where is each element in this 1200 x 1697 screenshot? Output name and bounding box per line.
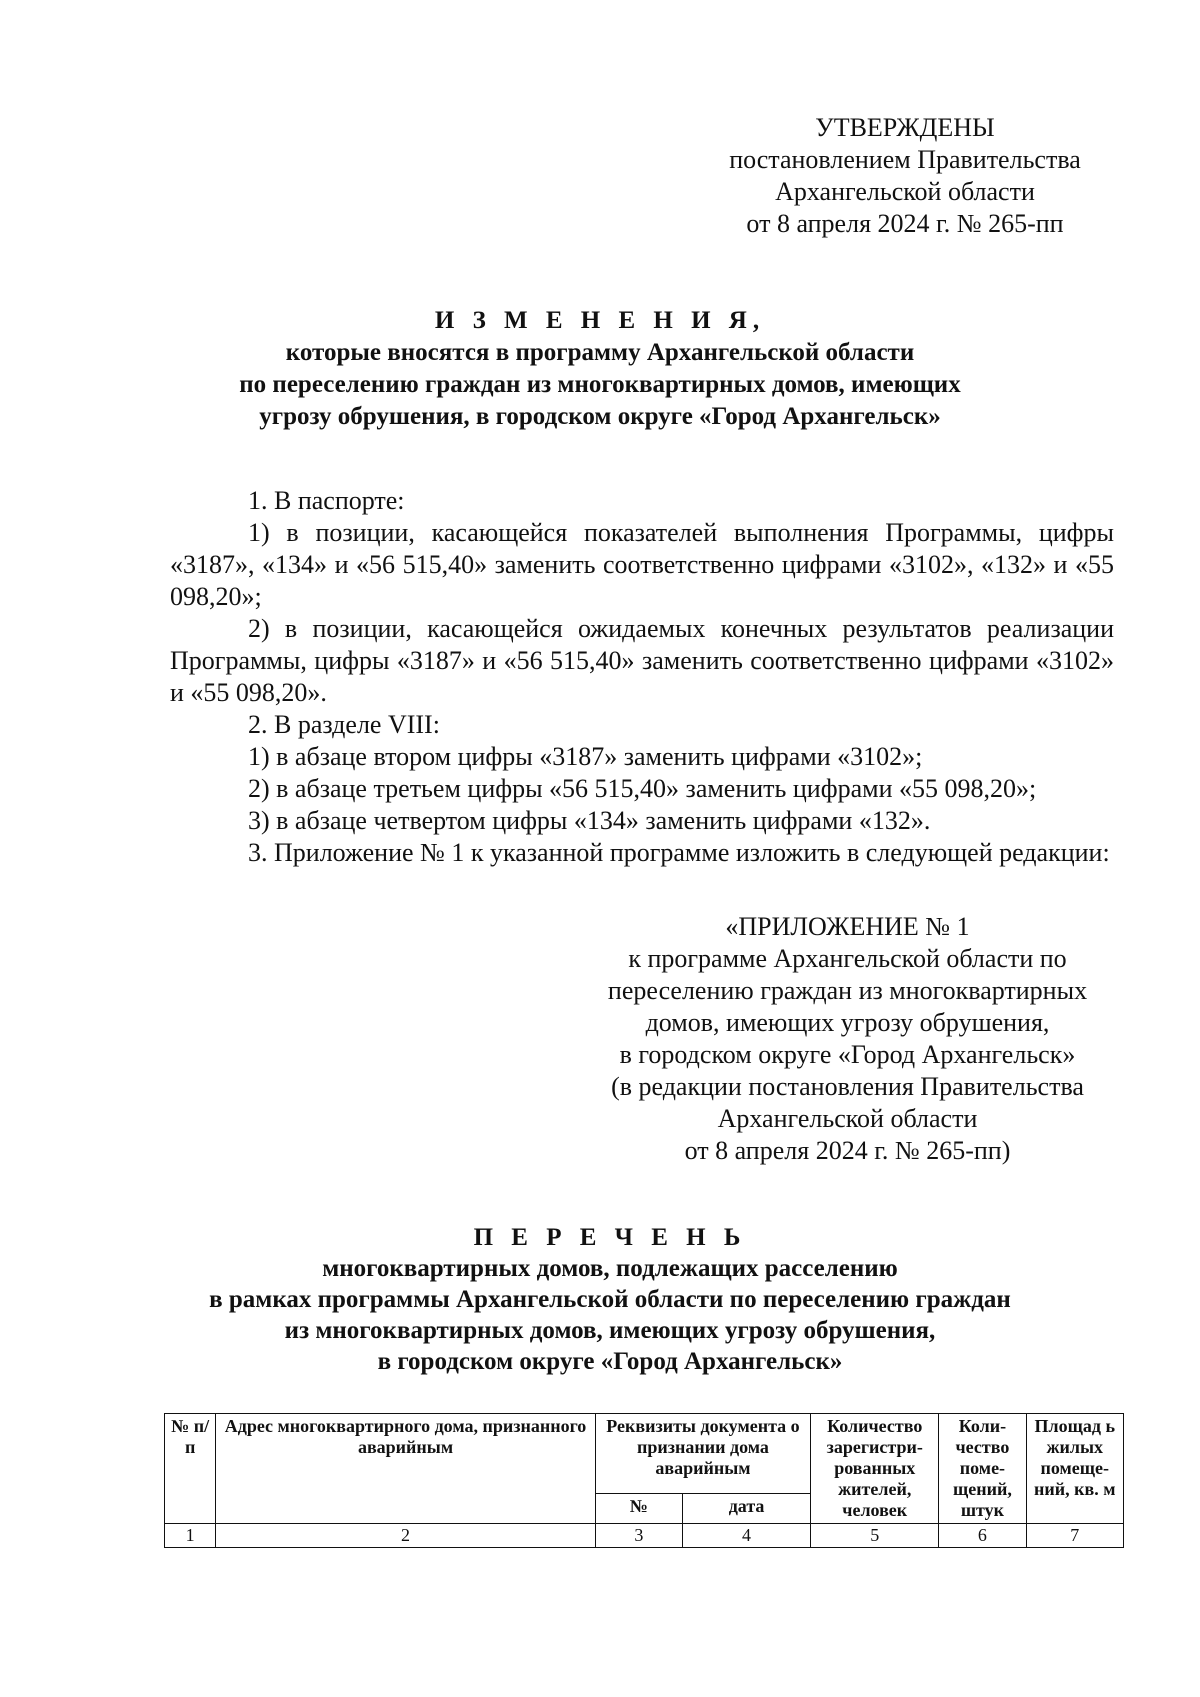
appendix-header <box>575 911 1120 1167</box>
approval-line-3: Архангельской области <box>775 177 1035 206</box>
list-title-line-3: из многоквартирных домов, имеющих угрозу обрушения, <box>284 1317 936 1344</box>
header-address: Адрес многоквартирного дома, признанного аварийным <box>216 1414 595 1524</box>
list-title-line-4: в городском округе «Город Архангельск» <box>377 1348 843 1375</box>
paragraph-4: 2. В разделе VIII: <box>248 710 440 739</box>
appendix-line-4: домов, имеющих угрозу обрушения, <box>645 1008 1050 1037</box>
header-req-date: дата <box>682 1493 810 1523</box>
list-heading: П Е Р Е Ч Е Н Ь <box>473 1224 747 1251</box>
appendix-line-1: «ПРИЛОЖЕНИЕ № 1 <box>725 912 970 941</box>
column-number-cell: 3 <box>595 1524 682 1548</box>
approval-stamp <box>690 112 1120 240</box>
appendix-line-7: Архангельской области <box>717 1104 978 1133</box>
table-row <box>165 1524 1124 1548</box>
appendix-line-2: к программе Архангельской области по <box>628 944 1067 973</box>
column-number-cell: 4 <box>682 1524 810 1548</box>
document-body <box>170 485 1114 869</box>
column-number-cell: 6 <box>939 1524 1026 1548</box>
column-number-cell: 1 <box>165 1524 216 1548</box>
paragraph-7: 3) в абзаце четвертом цифры «134» заменить цифрами «132». <box>248 806 931 835</box>
appendix-line-8: от 8 апреля 2024 г. № 265-пп) <box>684 1136 1011 1165</box>
appendix-line-6: (в редакции постановления Правительства <box>611 1072 1084 1101</box>
header-area: Площад ь жилых помеще-ний, кв. м <box>1026 1414 1123 1524</box>
paragraph-2: 1) в позиции, касающейся показателей выполнения Программы, цифры «3187», «134» и «56 515,40» заменить соответственно цифрами «3102», «132» и «55 098,20»; <box>170 518 1114 611</box>
header-req-num: № <box>595 1493 682 1523</box>
list-title <box>140 1222 1080 1377</box>
title-line-2: по переселению граждан из многоквартирных домов, имеющих <box>239 371 961 398</box>
paragraph-1: 1. В паспорте: <box>248 486 405 515</box>
list-title-line-2: в рамках программы Архангельской области по переселению граждан <box>209 1286 1011 1313</box>
approval-line-2: постановлением Правительства <box>729 145 1081 174</box>
column-number-cell: 7 <box>1026 1524 1123 1548</box>
document-title <box>160 305 1040 433</box>
approval-line-1: УТВЕРЖДЕНЫ <box>815 113 995 142</box>
approval-line-4: от 8 апреля 2024 г. № 265-пп <box>746 209 1064 238</box>
appendix-line-3: переселению граждан из многоквартирных <box>607 976 1088 1005</box>
paragraph-8: 3. Приложение № 1 к указанной программе изложить в следующей редакции: <box>248 838 1110 867</box>
paragraph-5: 1) в абзаце втором цифры «3187» заменить цифрами «3102»; <box>248 742 923 771</box>
column-number-cell: 5 <box>811 1524 939 1548</box>
title-line-3: угрозу обрушения, в городском округе «Город Архангельск» <box>259 403 941 430</box>
paragraph-3: 2) в позиции, касающейся ожидаемых конечных результатов реализации Программы, цифры «3187» и «56 515,40» заменить соответственно цифрами «3102» и «55 098,20». <box>170 614 1114 707</box>
header-requisites: Реквизиты документа о признании дома аварийным <box>595 1414 810 1494</box>
title-heading: И З М Е Н Е Н И Я, <box>434 307 766 334</box>
appendix-line-5: в городском округе «Город Архангельск» <box>619 1040 1076 1069</box>
houses-table <box>164 1413 1124 1548</box>
list-title-line-1: многоквартирных домов, подлежащих расселению <box>322 1255 898 1282</box>
header-num: № п/п <box>165 1414 216 1524</box>
title-line-1: которые вносятся в программу Архангельской области <box>285 339 915 366</box>
column-number-cell: 2 <box>216 1524 595 1548</box>
header-rooms: Коли-чество поме-щений, штук <box>939 1414 1026 1524</box>
header-residents: Количество зарегистри-рованных жителей, человек <box>811 1414 939 1524</box>
paragraph-6: 2) в абзаце третьем цифры «56 515,40» заменить цифрами «55 098,20»; <box>248 774 1037 803</box>
